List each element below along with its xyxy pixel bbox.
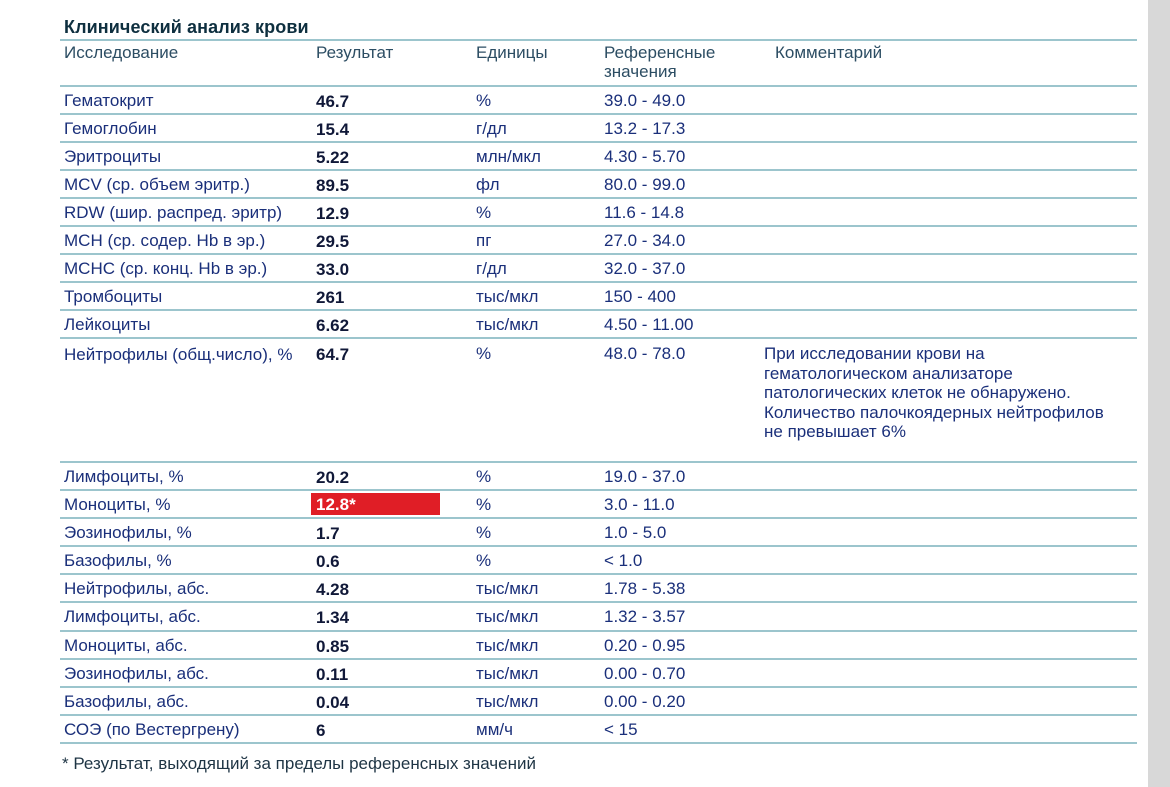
test-name: Нейтрофилы (общ.число), % [64,345,293,364]
test-name: Гематокрит [64,91,154,110]
table-divider [60,39,1137,41]
table-divider [60,573,1137,575]
table-divider [60,714,1137,716]
test-unit: % [476,91,492,110]
report-title: Клинический анализ крови [64,17,309,37]
table-divider [60,113,1137,115]
test-name: Базофилы, абс. [64,692,189,711]
table-divider [60,85,1137,87]
test-reference: 27.0 - 34.0 [604,231,686,250]
test-result: 12.8* [316,495,356,514]
test-name: СОЭ (по Вестергрену) [64,720,240,739]
table-divider [60,309,1137,311]
test-name: MCV (ср. объем эритр.) [64,175,250,194]
test-name: Лимфоциты, абс. [64,607,201,626]
test-result: 0.6 [316,552,340,571]
test-result: 1.34 [316,608,350,627]
test-unit: пг [476,231,492,250]
test-reference: 32.0 - 37.0 [604,259,686,278]
table-divider [60,517,1137,519]
test-unit: тыс/мкл [476,636,539,655]
test-unit: тыс/мкл [476,607,539,626]
table-divider [60,141,1137,143]
test-unit: % [476,467,492,486]
test-name: MCHC (ср. конц. Hb в эр.) [64,259,268,278]
table-divider [60,281,1137,283]
out-of-range-flag [311,493,440,515]
column-header-reference [604,43,715,81]
test-name: Лимфоциты, % [64,467,184,486]
test-unit: г/дл [476,259,507,278]
table-divider [60,601,1137,603]
test-reference: 11.6 - 14.8 [604,203,685,222]
test-name: Моноциты, % [64,495,171,514]
test-reference: 0.00 - 0.70 [604,664,686,683]
table-divider [60,630,1137,632]
table-divider [60,489,1137,491]
test-result: 6 [316,721,326,740]
test-unit: % [476,203,492,222]
test-reference: 4.50 - 11.00 [604,315,694,334]
test-reference: 3.0 - 11.0 [604,495,675,514]
table-divider [60,658,1137,660]
table-divider [60,545,1137,547]
test-reference: 80.0 - 99.0 [604,175,686,194]
test-unit: мм/ч [476,720,513,739]
test-unit: % [476,344,492,363]
column-header-reference-line2: значения [604,62,677,81]
table-divider [60,253,1137,255]
test-name: Нейтрофилы, абс. [64,579,210,598]
test-name: Лейкоциты [64,315,151,334]
test-name: MCH (ср. содер. Hb в эр.) [64,231,266,250]
test-name: Моноциты, абс. [64,636,188,655]
test-reference: 19.0 - 37.0 [604,467,686,486]
test-result: 261 [316,288,345,307]
test-unit: % [476,551,492,570]
test-reference: < 15 [604,720,638,739]
test-reference: 48.0 - 78.0 [604,344,686,363]
test-result: 5.22 [316,148,350,167]
test-result: 46.7 [316,92,350,111]
test-unit: млн/мкл [476,147,541,166]
table-divider [60,225,1137,227]
test-unit: тыс/мкл [476,315,539,334]
test-reference: 0.00 - 0.20 [604,692,686,711]
table-divider [60,169,1137,171]
table-divider [60,686,1137,688]
test-reference: 150 - 400 [604,287,676,306]
table-divider [60,337,1137,339]
test-result: 20.2 [316,468,350,487]
test-name: Эритроциты [64,147,162,166]
test-unit: тыс/мкл [476,664,539,683]
table-divider [60,742,1137,744]
test-result: 29.5 [316,232,350,251]
column-header-test: Исследование [64,43,179,62]
test-reference: 1.78 - 5.38 [604,579,686,598]
test-unit: тыс/мкл [476,579,539,598]
test-reference: 0.20 - 0.95 [604,636,686,655]
test-result: 89.5 [316,176,350,195]
test-result: 12.9 [316,204,350,223]
test-name: Базофилы, % [64,551,172,570]
column-header-units: Единицы [476,43,548,62]
test-result: 64.7 [316,345,350,364]
test-reference: < 1.0 [604,551,643,570]
test-unit: % [476,523,492,542]
test-result: 0.04 [316,693,350,712]
test-unit: фл [476,175,500,194]
test-reference: 39.0 - 49.0 [604,91,686,110]
test-result: 4.28 [316,580,350,599]
column-header-reference-line1: Референсные [604,43,716,62]
test-name: Гемоглобин [64,119,157,138]
table-divider [60,461,1137,463]
test-name: Эозинофилы, % [64,523,192,542]
test-unit: тыс/мкл [476,692,539,711]
test-comment: При исследовании крови на гематологическом анализаторе патологических клеток не обнаружено. Количество палочкоядерных нейтрофилов не превышает 6% [764,344,1104,441]
test-name: Тромбоциты [64,287,163,306]
test-unit: тыс/мкл [476,287,539,306]
column-header-comment: Комментарий [775,43,883,62]
test-reference: 4.30 - 5.70 [604,147,686,166]
test-unit: % [476,495,492,514]
test-reference: 1.32 - 3.57 [604,607,686,626]
test-reference: 13.2 - 17.3 [604,119,686,138]
test-result: 1.7 [316,524,340,543]
test-result: 6.62 [316,316,350,335]
test-unit: г/дл [476,119,507,138]
table-divider [60,197,1137,199]
test-reference: 1.0 - 5.0 [604,523,667,542]
footnote: * Результат, выходящий за пределы референсных значений [62,754,536,773]
test-result: 33.0 [316,260,350,279]
column-header-result: Результат [316,43,394,62]
test-name: RDW (шир. распред. эритр) [64,203,283,222]
test-result: 15.4 [316,120,350,139]
test-result: 0.85 [316,637,350,656]
test-name: Эозинофилы, абс. [64,664,209,683]
test-result: 0.11 [316,665,349,684]
